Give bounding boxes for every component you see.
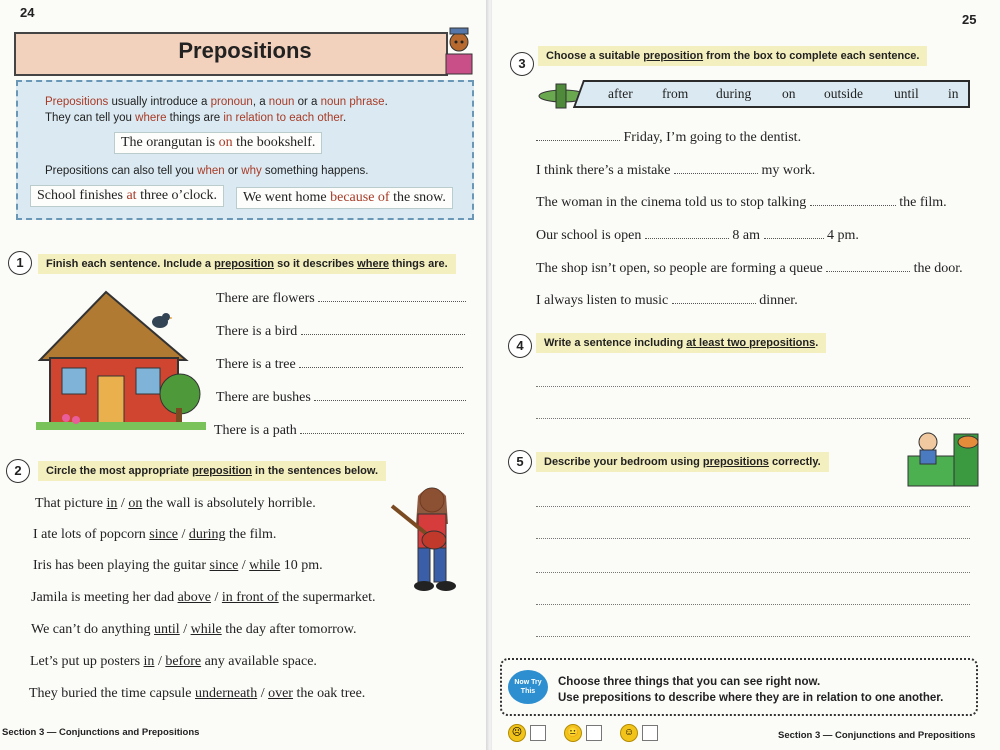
left-page	[0, 0, 489, 750]
writing-line[interactable]	[536, 636, 970, 637]
writing-line[interactable]	[536, 572, 970, 573]
answer-line[interactable]	[314, 388, 466, 401]
smiley-face-icon: 😐	[564, 724, 582, 742]
word-outside: outside	[824, 86, 863, 101]
word-on: on	[782, 86, 796, 101]
word-from: from	[662, 86, 689, 101]
smiley-face-icon: ☺	[620, 724, 638, 742]
bird-icon	[148, 310, 172, 330]
question-5-instruction: Describe your bedroom using prepositions correctly.	[536, 452, 829, 472]
writing-line[interactable]	[536, 604, 970, 605]
question-number-3: 3	[510, 52, 534, 76]
question-number-5: 5	[508, 450, 532, 474]
q3-sentence-1: Friday, I’m going to the dentist.	[536, 128, 801, 146]
word-after: after	[608, 86, 633, 101]
writing-line[interactable]	[536, 538, 970, 539]
now-try-this-line-2: Use prepositions to describe where they are in relation to one another.	[558, 692, 944, 704]
intro-line-2: They can tell you where things are in relation to each other.	[45, 112, 347, 124]
q1-sentence-1: There are flowers	[216, 289, 472, 307]
bed-boy-illustration	[902, 428, 984, 498]
example-box-2: School finishes at three o’clock.	[30, 185, 224, 207]
page-number: 24	[20, 5, 35, 20]
question-3-instruction: Choose a suitable preposition from the box to complete each sentence.	[538, 46, 927, 66]
option-b[interactable]: in front of	[221, 590, 279, 605]
answer-line[interactable]	[645, 226, 729, 239]
house-illustration	[36, 288, 206, 434]
question-number-2: 2	[6, 459, 30, 483]
answer-line[interactable]	[810, 193, 896, 206]
now-try-this-line-1: Choose three things that you can see right now.	[558, 676, 821, 688]
question-number-4: 4	[508, 334, 532, 358]
answer-line[interactable]	[318, 289, 466, 302]
q3-sentence-5: The shop isn’t open, so people are forming a queue the door.	[536, 261, 963, 276]
question-1-instruction: Finish each sentence. Include a preposition so it describes where things are.	[38, 254, 456, 274]
option-a[interactable]: in	[143, 654, 155, 669]
option-a[interactable]: above	[177, 590, 212, 605]
intro-line-3: Prepositions can also tell you when or why something happens.	[45, 165, 369, 177]
option-b[interactable]: before	[165, 654, 202, 669]
page-footer: Section 3 — Conjunctions and Prepositions	[778, 730, 976, 741]
writing-line[interactable]	[536, 418, 970, 419]
q2-sentence-4: Jamila is meeting her dad above / in front of the supermarket.	[31, 590, 376, 605]
q2-sentence-2: I ate lots of popcorn since / during the film.	[33, 527, 277, 542]
page-number: 25	[962, 12, 977, 27]
smiley-face-icon: ☹	[508, 724, 526, 742]
page-title: Prepositions	[178, 38, 312, 63]
answer-line[interactable]	[536, 128, 620, 141]
orangutan-character-icon	[440, 24, 480, 80]
q2-sentence-7: They buried the time capsule underneath / over the oak tree.	[29, 686, 366, 701]
q3-sentence-6: I always listen to music dinner.	[536, 293, 798, 308]
q1-sentence-3: There is a tree	[216, 355, 472, 373]
tick-box-icon[interactable]	[586, 725, 602, 741]
answer-line[interactable]	[672, 291, 756, 304]
guitar-girl-illustration	[388, 484, 466, 592]
word-until: until	[894, 86, 919, 101]
option-b[interactable]: on	[128, 496, 143, 511]
answer-line[interactable]	[764, 226, 824, 239]
example-box-3: We went home because of the snow.	[236, 187, 453, 209]
q3-sentence-2: I think there’s a mistake my work.	[536, 163, 816, 178]
option-b[interactable]: while	[249, 558, 281, 573]
answer-line[interactable]	[300, 421, 464, 434]
q2-sentence-3: Iris has been playing the guitar since / while 10 pm.	[33, 558, 323, 573]
answer-line[interactable]	[299, 355, 463, 368]
option-b[interactable]: over	[268, 686, 293, 701]
q1-sentence-2: There is a bird	[216, 322, 472, 340]
q3-sentence-3: The woman in the cinema told us to stop talking the film.	[536, 195, 947, 210]
answer-line[interactable]	[674, 161, 758, 174]
question-4-instruction: Write a sentence including at least two prepositions.	[536, 333, 826, 353]
question-2-instruction: Circle the most appropriate preposition in the sentences below.	[38, 461, 386, 481]
right-page	[492, 0, 1000, 750]
q2-sentence-6: Let’s put up posters in / before any available space.	[30, 654, 317, 669]
q2-sentence-5: We can’t do anything until / while the day after tomorrow.	[31, 622, 357, 637]
option-a[interactable]: since	[149, 527, 179, 542]
option-a[interactable]: since	[209, 558, 239, 573]
answer-line[interactable]	[826, 259, 910, 272]
q1-sentence-4: There are bushes	[216, 388, 472, 406]
option-b[interactable]: during	[188, 527, 226, 542]
q1-sentence-5: There is a path	[214, 421, 470, 439]
word-during: during	[716, 86, 752, 101]
now-try-this-badge: Now Try This	[508, 670, 548, 704]
option-a[interactable]: underneath	[195, 686, 258, 701]
option-a[interactable]: in	[106, 496, 118, 511]
question-number-1: 1	[8, 251, 32, 275]
tick-box-icon[interactable]	[530, 725, 546, 741]
answer-line[interactable]	[301, 322, 465, 335]
tick-box-icon[interactable]	[642, 725, 658, 741]
writing-line[interactable]	[536, 386, 970, 387]
page-footer: Section 3 — Conjunctions and Prepositions	[2, 727, 200, 738]
q3-sentence-4: Our school is open 8 am 4 pm.	[536, 228, 859, 243]
word-in: in	[948, 86, 959, 101]
option-b[interactable]: while	[190, 622, 222, 637]
example-box-1: The orangutan is on the bookshelf.	[114, 132, 322, 154]
q2-sentence-1: That picture in / on the wall is absolutely horrible.	[35, 496, 316, 511]
writing-line[interactable]	[536, 506, 970, 507]
intro-line-1: Prepositions usually introduce a pronoun, a noun or a noun phrase.	[45, 96, 388, 108]
option-a[interactable]: until	[154, 622, 180, 637]
